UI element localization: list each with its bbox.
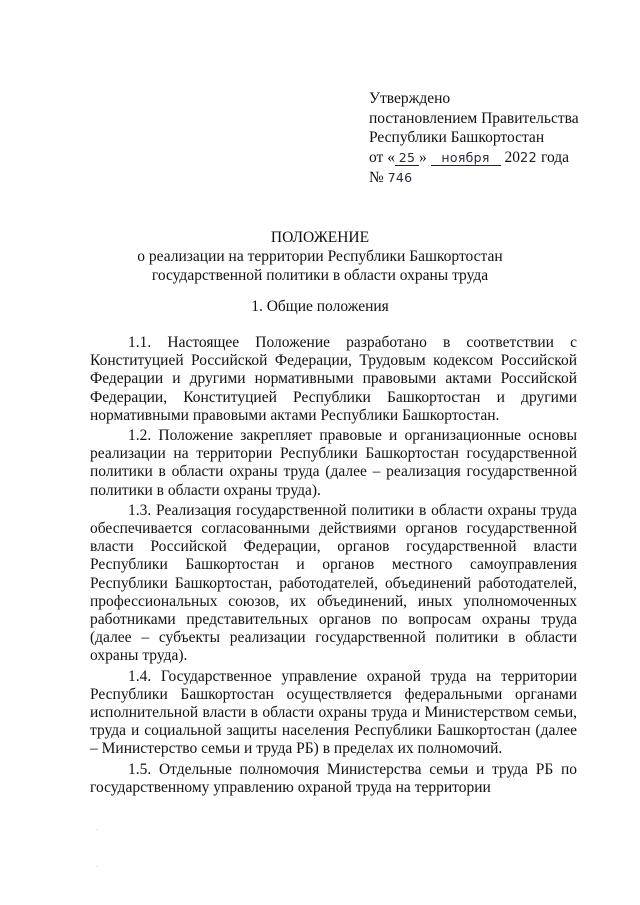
date-prefix: от « bbox=[369, 148, 395, 166]
title-heading: ПОЛОЖЕНИЕ bbox=[270, 229, 370, 246]
paragraph-1-4: 1.4. Государственное управление охраной труда на территории Республики Башкортостан осуществляется федеральными органами исполнительной власти в области охраны труда и Министерством семьи, труда и социальной защиты населения Республики Башкортостан (далее – Министерство семьи и труда РБ) в пределах их полномочий. bbox=[90, 667, 577, 758]
document-title bbox=[0, 228, 640, 285]
date-month-handwritten: ноября bbox=[431, 150, 501, 166]
scan-speck: · bbox=[453, 93, 456, 101]
paragraph-1-3: 1.3. Реализация государственной политики в области охраны труда обеспечивается согласованными действиями органов государственной власти Российской Федерации, органов государственной власти Республики Башкортостан и органов местного самоуправления Республики Башкортостан, работодателей, объединений работодателей, профессиональных союзов, их объединений, иных уполномоченных работниками представительных органов по вопросам охраны труда (далее – субъекты реализации государственной политики в области охраны труда). bbox=[90, 501, 577, 665]
date-day-handwritten: 25 bbox=[395, 150, 419, 166]
paragraph-1-1: 1.1. Настоящее Положение разработано в соответствии с Конституцией Российской Федерации, Трудовым кодексом Российской Федерации и другими нормативными правовыми актами Российской Федерации, Конституцией Республики Башкортостан и другими нормативными правовыми актами Республики Башкортостан. bbox=[90, 334, 577, 424]
approval-line-approved: Утверждено bbox=[369, 90, 451, 107]
approval-number-line bbox=[369, 168, 619, 188]
title-line-2: государственной политики в области охраны труда bbox=[151, 267, 489, 284]
approval-stamp bbox=[369, 89, 619, 188]
date-year-handwritten: 22 bbox=[519, 150, 538, 166]
scan-speck: · bbox=[96, 826, 99, 834]
approval-line-resolution: постановлением Правительства bbox=[369, 109, 579, 127]
approval-line-republic: Республики Башкортостан bbox=[369, 129, 545, 146]
section-heading: 1. Общие положения bbox=[251, 298, 389, 315]
title-line-1: о реализации на территории Республики Башкортостан bbox=[137, 248, 503, 265]
number-prefix: № bbox=[369, 169, 384, 186]
paragraph-1-2: 1.2. Положение закрепляет правовые и организационные основы реализации на территории Республики Башкортостан государственной политики в области охраны труда (далее – реализация государственной политики в области охраны труда). bbox=[90, 427, 577, 499]
paragraph-1-5: 1.5. Отдельные полномочия Министерства семьи и труда РБ по государственному управлению охраной труда на территории bbox=[90, 760, 577, 796]
date-mid: » bbox=[418, 148, 427, 166]
approval-date-line bbox=[369, 148, 619, 169]
scan-speck: · bbox=[96, 863, 99, 871]
date-suffix: года bbox=[540, 148, 570, 166]
body-text bbox=[90, 334, 577, 799]
number-handwritten: 746 bbox=[387, 170, 413, 185]
date-year-prefix: 20 bbox=[504, 148, 520, 166]
